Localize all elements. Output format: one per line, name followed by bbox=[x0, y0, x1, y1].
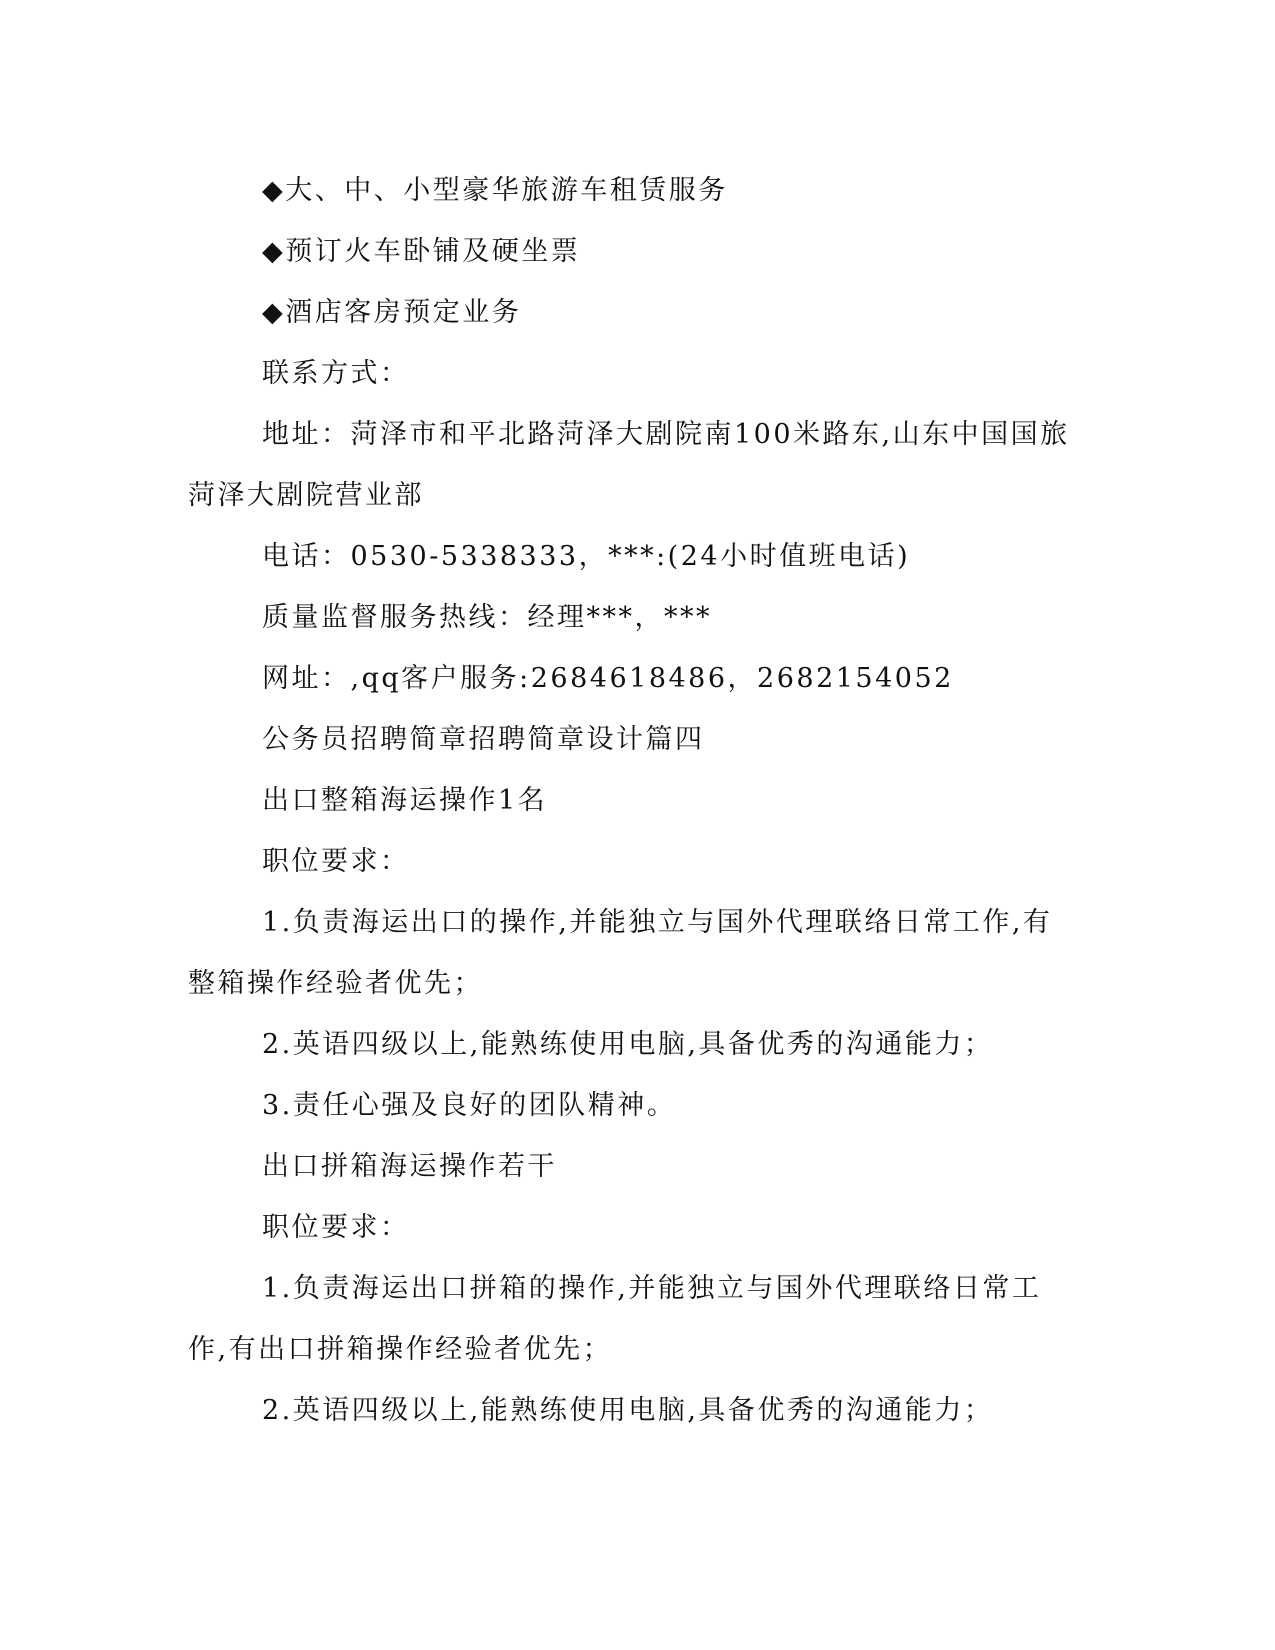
job-title: 出口拼箱海运操作若干 bbox=[262, 1151, 557, 1182]
section-heading: 公务员招聘简章招聘简章设计篇四 bbox=[262, 724, 705, 755]
document-body bbox=[188, 160, 1078, 1441]
list-item: 1.负责海运出口拼箱的操作,并能独立与国外代理联络日常工作,有出口拼箱操作经验者优先； bbox=[188, 1273, 1042, 1365]
list-item: 3.责任心强及良好的团队精神。 bbox=[262, 1090, 677, 1121]
list-item: 2.英语四级以上,能熟练使用电脑,具备优秀的沟通能力； bbox=[262, 1029, 994, 1060]
paragraph: 质量监督服务热线：经理***，*** bbox=[262, 602, 712, 633]
paragraph: ◆酒店客房预定业务 bbox=[262, 297, 522, 328]
paragraph: 职位要求： bbox=[262, 1212, 410, 1243]
paragraph: 联系方式： bbox=[262, 358, 410, 389]
list-item: 1.负责海运出口的操作,并能独立与国外代理联络日常工作,有整箱操作经验者优先； bbox=[188, 907, 1053, 999]
paragraph: 电话：0530-5338333，***:(24小时值班电话) bbox=[262, 541, 911, 572]
paragraph: 地址：菏泽市和平北路菏泽大剧院南100米路东,山东中国国旅菏泽大剧院营业部 bbox=[188, 419, 1070, 511]
list-item: 2.英语四级以上,能熟练使用电脑,具备优秀的沟通能力； bbox=[262, 1395, 994, 1426]
paragraph: ◆大、中、小型豪华旅游车租赁服务 bbox=[262, 175, 728, 206]
paragraph: 网址：,qq客户服务:2684618486，2682154052 bbox=[262, 663, 954, 694]
paragraph: 职位要求： bbox=[262, 846, 410, 877]
paragraph: ◆预订火车卧铺及硬坐票 bbox=[262, 236, 581, 267]
job-title: 出口整箱海运操作1名 bbox=[262, 785, 548, 816]
